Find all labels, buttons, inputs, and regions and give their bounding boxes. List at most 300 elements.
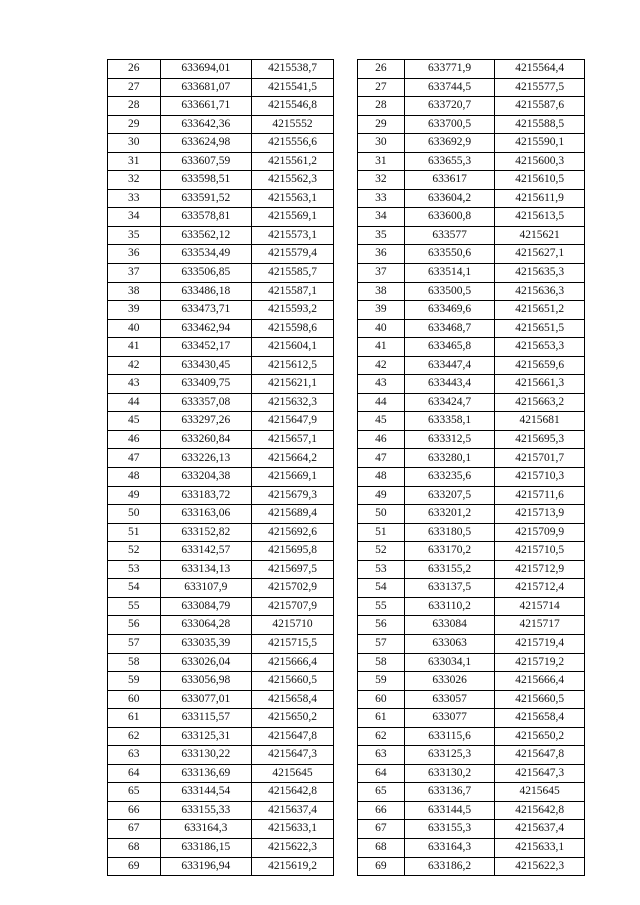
y-coordinate-cell: 4215633,1: [495, 838, 585, 857]
table-row: [358, 430, 585, 449]
x-coordinate-cell: 633312,5: [404, 430, 494, 449]
table-row: [358, 115, 585, 134]
x-coordinate-cell: 633642,36: [160, 115, 252, 134]
point-number-cell: 58: [108, 653, 161, 672]
table-row: [108, 60, 334, 79]
table-row: [358, 857, 585, 876]
y-coordinate-cell: 4215651,5: [495, 319, 585, 338]
x-coordinate-cell: 633186,15: [160, 838, 252, 857]
point-number-cell: 31: [358, 152, 405, 171]
y-coordinate-cell: 4215562,3: [252, 171, 334, 190]
table-row: [358, 134, 585, 153]
point-number-cell: 50: [358, 505, 405, 524]
x-coordinate-cell: 633155,2: [404, 560, 494, 579]
table-row: [108, 115, 334, 134]
table-row: [108, 245, 334, 264]
table-row: [108, 746, 334, 765]
x-coordinate-cell: 633357,08: [160, 393, 252, 412]
y-coordinate-cell: 4215712,9: [495, 560, 585, 579]
point-number-cell: 66: [108, 801, 161, 820]
table-row: [358, 746, 585, 765]
y-coordinate-cell: 4215657,1: [252, 430, 334, 449]
x-coordinate-cell: 633514,1: [404, 264, 494, 283]
point-number-cell: 49: [358, 486, 405, 505]
table-row: [108, 356, 334, 375]
y-coordinate-cell: 4215697,5: [252, 560, 334, 579]
table-row: [358, 634, 585, 653]
x-coordinate-cell: 633077: [404, 709, 494, 728]
point-number-cell: 46: [108, 430, 161, 449]
point-number-cell: 54: [358, 579, 405, 598]
y-coordinate-cell: 4215701,7: [495, 449, 585, 468]
y-coordinate-cell: 4215632,3: [252, 393, 334, 412]
table-row: [358, 560, 585, 579]
point-number-cell: 37: [108, 264, 161, 283]
x-coordinate-cell: 633110,2: [404, 597, 494, 616]
x-coordinate-cell: 633136,7: [404, 783, 494, 802]
table-row: [358, 375, 585, 394]
y-coordinate-cell: 4215647,9: [252, 412, 334, 431]
y-coordinate-cell: 4215619,2: [252, 857, 334, 876]
y-coordinate-cell: 4215712,4: [495, 579, 585, 598]
table-row: [108, 412, 334, 431]
y-coordinate-cell: 4215650,2: [252, 709, 334, 728]
point-number-cell: 67: [108, 820, 161, 839]
table-row: [108, 264, 334, 283]
point-number-cell: 33: [108, 189, 161, 208]
table-row: [108, 597, 334, 616]
point-number-cell: 46: [358, 430, 405, 449]
point-number-cell: 52: [358, 542, 405, 561]
table-row: [358, 672, 585, 691]
coordinates-table-right: [357, 59, 585, 876]
point-number-cell: 63: [358, 746, 405, 765]
y-coordinate-cell: 4215645: [252, 764, 334, 783]
x-coordinate-cell: 633207,5: [404, 486, 494, 505]
x-coordinate-cell: 633598,51: [160, 171, 252, 190]
x-coordinate-cell: 633562,12: [160, 226, 252, 245]
x-coordinate-cell: 633180,5: [404, 523, 494, 542]
x-coordinate-cell: 633600,8: [404, 208, 494, 227]
y-coordinate-cell: 4215642,8: [495, 801, 585, 820]
x-coordinate-cell: 633624,98: [160, 134, 252, 153]
y-coordinate-cell: 4215633,1: [252, 820, 334, 839]
y-coordinate-cell: 4215590,1: [495, 134, 585, 153]
table-row: [108, 301, 334, 320]
table-row: [108, 430, 334, 449]
point-number-cell: 36: [358, 245, 405, 264]
table-row: [108, 634, 334, 653]
y-coordinate-cell: 4215658,4: [495, 709, 585, 728]
y-coordinate-cell: 4215695,3: [495, 430, 585, 449]
table-row: [108, 208, 334, 227]
table-row: [108, 449, 334, 468]
table-row: [358, 449, 585, 468]
table-row: [108, 523, 334, 542]
point-number-cell: 43: [108, 375, 161, 394]
x-coordinate-cell: 633204,38: [160, 468, 252, 487]
x-coordinate-cell: 633142,57: [160, 542, 252, 561]
x-coordinate-cell: 633115,57: [160, 709, 252, 728]
y-coordinate-cell: 4215546,8: [252, 97, 334, 116]
y-coordinate-cell: 4215573,1: [252, 226, 334, 245]
point-number-cell: 67: [358, 820, 405, 839]
x-coordinate-cell: 633130,2: [404, 764, 494, 783]
table-row: [358, 579, 585, 598]
table-row: [108, 152, 334, 171]
y-coordinate-cell: 4215719,2: [495, 653, 585, 672]
x-coordinate-cell: 633026: [404, 672, 494, 691]
point-number-cell: 42: [108, 356, 161, 375]
y-coordinate-cell: 4215689,4: [252, 505, 334, 524]
table-row: [108, 468, 334, 487]
point-number-cell: 44: [108, 393, 161, 412]
table-row: [108, 375, 334, 394]
point-number-cell: 33: [358, 189, 405, 208]
table-row: [108, 282, 334, 301]
x-coordinate-cell: 633468,7: [404, 319, 494, 338]
x-coordinate-cell: 633163,06: [160, 505, 252, 524]
y-coordinate-cell: 4215647,3: [252, 746, 334, 765]
point-number-cell: 49: [108, 486, 161, 505]
y-coordinate-cell: 4215585,7: [252, 264, 334, 283]
point-number-cell: 63: [108, 746, 161, 765]
x-coordinate-cell: 633034,1: [404, 653, 494, 672]
y-coordinate-cell: 4215613,5: [495, 208, 585, 227]
x-coordinate-cell: 633452,17: [160, 338, 252, 357]
point-number-cell: 30: [358, 134, 405, 153]
table-row: [358, 690, 585, 709]
table-row: [358, 412, 585, 431]
y-coordinate-cell: 4215664,2: [252, 449, 334, 468]
y-coordinate-cell: 4215636,3: [495, 282, 585, 301]
x-coordinate-cell: 633720,7: [404, 97, 494, 116]
point-number-cell: 51: [108, 523, 161, 542]
point-number-cell: 28: [108, 97, 161, 116]
x-coordinate-cell: 633064,28: [160, 616, 252, 635]
table-row: [108, 783, 334, 802]
point-number-cell: 64: [358, 764, 405, 783]
x-coordinate-cell: 633297,26: [160, 412, 252, 431]
point-number-cell: 35: [108, 226, 161, 245]
table-row: [358, 282, 585, 301]
table-row: [358, 505, 585, 524]
point-number-cell: 60: [358, 690, 405, 709]
point-number-cell: 69: [108, 857, 161, 876]
table-row: [358, 171, 585, 190]
point-number-cell: 65: [108, 783, 161, 802]
x-coordinate-cell: 633617: [404, 171, 494, 190]
point-number-cell: 59: [108, 672, 161, 691]
table-row: [358, 226, 585, 245]
y-coordinate-cell: 4215569,1: [252, 208, 334, 227]
y-coordinate-cell: 4215647,8: [252, 727, 334, 746]
point-number-cell: 55: [108, 597, 161, 616]
x-coordinate-cell: 633744,5: [404, 78, 494, 97]
point-number-cell: 58: [358, 653, 405, 672]
table-row: [358, 301, 585, 320]
table-row: [108, 171, 334, 190]
table-row: [108, 560, 334, 579]
point-number-cell: 59: [358, 672, 405, 691]
x-coordinate-cell: 633443,4: [404, 375, 494, 394]
point-number-cell: 41: [358, 338, 405, 357]
table-row: [358, 486, 585, 505]
table-row: [358, 468, 585, 487]
y-coordinate-cell: 4215541,5: [252, 78, 334, 97]
x-coordinate-cell: 633026,04: [160, 653, 252, 672]
point-number-cell: 30: [108, 134, 161, 153]
x-coordinate-cell: 633447,4: [404, 356, 494, 375]
point-number-cell: 41: [108, 338, 161, 357]
x-coordinate-cell: 633506,85: [160, 264, 252, 283]
table-row: [358, 727, 585, 746]
y-coordinate-cell: 4215710,3: [495, 468, 585, 487]
x-coordinate-cell: 633280,1: [404, 449, 494, 468]
table-row: [358, 523, 585, 542]
x-coordinate-cell: 633130,22: [160, 746, 252, 765]
x-coordinate-cell: 633500,5: [404, 282, 494, 301]
point-number-cell: 52: [108, 542, 161, 561]
table-row: [108, 709, 334, 728]
y-coordinate-cell: 4215538,7: [252, 60, 334, 79]
table-row: [358, 783, 585, 802]
point-number-cell: 61: [108, 709, 161, 728]
y-coordinate-cell: 4215637,4: [252, 801, 334, 820]
coordinates-table-left: [107, 59, 334, 876]
x-coordinate-cell: 633409,75: [160, 375, 252, 394]
point-number-cell: 38: [358, 282, 405, 301]
table-row: [358, 97, 585, 116]
point-number-cell: 48: [358, 468, 405, 487]
point-number-cell: 42: [358, 356, 405, 375]
point-number-cell: 29: [108, 115, 161, 134]
x-coordinate-cell: 633137,5: [404, 579, 494, 598]
x-coordinate-cell: 633235,6: [404, 468, 494, 487]
x-coordinate-cell: 633164,3: [404, 838, 494, 857]
y-coordinate-cell: 4215622,3: [252, 838, 334, 857]
x-coordinate-cell: 633486,18: [160, 282, 252, 301]
y-coordinate-cell: 4215702,9: [252, 579, 334, 598]
table-row: [358, 264, 585, 283]
table-row: [108, 486, 334, 505]
table-row: [358, 245, 585, 264]
y-coordinate-cell: 4215659,6: [495, 356, 585, 375]
x-coordinate-cell: 633134,13: [160, 560, 252, 579]
table-row: [358, 152, 585, 171]
table-row: [108, 338, 334, 357]
x-coordinate-cell: 633035,39: [160, 634, 252, 653]
y-coordinate-cell: 4215647,3: [495, 764, 585, 783]
point-number-cell: 54: [108, 579, 161, 598]
point-number-cell: 40: [108, 319, 161, 338]
y-coordinate-cell: 4215610,5: [495, 171, 585, 190]
table-row: [358, 820, 585, 839]
point-number-cell: 34: [358, 208, 405, 227]
y-coordinate-cell: 4215658,4: [252, 690, 334, 709]
y-coordinate-cell: 4215579,4: [252, 245, 334, 264]
x-coordinate-cell: 633604,2: [404, 189, 494, 208]
table-row: [108, 690, 334, 709]
table-row: [358, 356, 585, 375]
y-coordinate-cell: 4215692,6: [252, 523, 334, 542]
x-coordinate-cell: 633144,5: [404, 801, 494, 820]
point-number-cell: 39: [108, 301, 161, 320]
x-coordinate-cell: 633164,3: [160, 820, 252, 839]
table-row: [108, 319, 334, 338]
table-row: [108, 838, 334, 857]
x-coordinate-cell: 633152,82: [160, 523, 252, 542]
y-coordinate-cell: 4215660,5: [252, 672, 334, 691]
point-number-cell: 57: [108, 634, 161, 653]
x-coordinate-cell: 633201,2: [404, 505, 494, 524]
y-coordinate-cell: 4215710,5: [495, 542, 585, 561]
y-coordinate-cell: 4215552: [252, 115, 334, 134]
x-coordinate-cell: 633473,71: [160, 301, 252, 320]
table-row: [108, 616, 334, 635]
y-coordinate-cell: 4215612,5: [252, 356, 334, 375]
point-number-cell: 31: [108, 152, 161, 171]
table-row: [358, 208, 585, 227]
table-row: [108, 393, 334, 412]
y-coordinate-cell: 4215707,9: [252, 597, 334, 616]
x-coordinate-cell: 633186,2: [404, 857, 494, 876]
x-coordinate-cell: 633358,1: [404, 412, 494, 431]
y-coordinate-cell: 4215577,5: [495, 78, 585, 97]
point-number-cell: 40: [358, 319, 405, 338]
y-coordinate-cell: 4215645: [495, 783, 585, 802]
x-coordinate-cell: 633694,01: [160, 60, 252, 79]
x-coordinate-cell: 633430,45: [160, 356, 252, 375]
y-coordinate-cell: 4215713,9: [495, 505, 585, 524]
x-coordinate-cell: 633534,49: [160, 245, 252, 264]
table-row: [358, 764, 585, 783]
table-row: [358, 393, 585, 412]
point-number-cell: 28: [358, 97, 405, 116]
point-number-cell: 36: [108, 245, 161, 264]
point-number-cell: 69: [358, 857, 405, 876]
point-number-cell: 39: [358, 301, 405, 320]
y-coordinate-cell: 4215666,4: [495, 672, 585, 691]
y-coordinate-cell: 4215598,6: [252, 319, 334, 338]
x-coordinate-cell: 633655,3: [404, 152, 494, 171]
y-coordinate-cell: 4215717: [495, 616, 585, 635]
y-coordinate-cell: 4215621: [495, 226, 585, 245]
y-coordinate-cell: 4215563,1: [252, 189, 334, 208]
y-coordinate-cell: 4215679,3: [252, 486, 334, 505]
point-number-cell: 64: [108, 764, 161, 783]
x-coordinate-cell: 633084,79: [160, 597, 252, 616]
point-number-cell: 47: [108, 449, 161, 468]
x-coordinate-cell: 633125,3: [404, 746, 494, 765]
table-row: [108, 857, 334, 876]
x-coordinate-cell: 633077,01: [160, 690, 252, 709]
x-coordinate-cell: 633771,9: [404, 60, 494, 79]
table-row: [358, 78, 585, 97]
y-coordinate-cell: 4215695,8: [252, 542, 334, 561]
y-coordinate-cell: 4215709,9: [495, 523, 585, 542]
point-number-cell: 56: [358, 616, 405, 635]
point-number-cell: 26: [358, 60, 405, 79]
point-number-cell: 68: [358, 838, 405, 857]
table-row: [108, 727, 334, 746]
point-number-cell: 27: [358, 78, 405, 97]
x-coordinate-cell: 633170,2: [404, 542, 494, 561]
x-coordinate-cell: 633056,98: [160, 672, 252, 691]
y-coordinate-cell: 4215611,9: [495, 189, 585, 208]
x-coordinate-cell: 633107,9: [160, 579, 252, 598]
y-coordinate-cell: 4215635,3: [495, 264, 585, 283]
point-number-cell: 47: [358, 449, 405, 468]
table-row: [358, 189, 585, 208]
point-number-cell: 57: [358, 634, 405, 653]
table-row: [108, 653, 334, 672]
table-row: [108, 134, 334, 153]
point-number-cell: 66: [358, 801, 405, 820]
y-coordinate-cell: 4215622,3: [495, 857, 585, 876]
y-coordinate-cell: 4215669,1: [252, 468, 334, 487]
table-row: [358, 319, 585, 338]
y-coordinate-cell: 4215719,4: [495, 634, 585, 653]
y-coordinate-cell: 4215653,3: [495, 338, 585, 357]
y-coordinate-cell: 4215660,5: [495, 690, 585, 709]
point-number-cell: 68: [108, 838, 161, 857]
y-coordinate-cell: 4215588,5: [495, 115, 585, 134]
x-coordinate-cell: 633196,94: [160, 857, 252, 876]
x-coordinate-cell: 633465,8: [404, 338, 494, 357]
y-coordinate-cell: 4215714: [495, 597, 585, 616]
x-coordinate-cell: 633063: [404, 634, 494, 653]
y-coordinate-cell: 4215651,2: [495, 301, 585, 320]
x-coordinate-cell: 633136,69: [160, 764, 252, 783]
point-number-cell: 65: [358, 783, 405, 802]
table-row: [358, 838, 585, 857]
point-number-cell: 60: [108, 690, 161, 709]
point-number-cell: 53: [358, 560, 405, 579]
point-number-cell: 51: [358, 523, 405, 542]
table-row: [108, 801, 334, 820]
x-coordinate-cell: 633700,5: [404, 115, 494, 134]
point-number-cell: 29: [358, 115, 405, 134]
point-number-cell: 62: [358, 727, 405, 746]
point-number-cell: 32: [358, 171, 405, 190]
y-coordinate-cell: 4215600,3: [495, 152, 585, 171]
y-coordinate-cell: 4215710: [252, 616, 334, 635]
table-row: [108, 505, 334, 524]
table-row: [358, 542, 585, 561]
x-coordinate-cell: 633469,6: [404, 301, 494, 320]
x-coordinate-cell: 633607,59: [160, 152, 252, 171]
y-coordinate-cell: 4215587,6: [495, 97, 585, 116]
table-row: [108, 189, 334, 208]
x-coordinate-cell: 633144,54: [160, 783, 252, 802]
table-row: [358, 801, 585, 820]
x-coordinate-cell: 633155,3: [404, 820, 494, 839]
table-row: [358, 653, 585, 672]
x-coordinate-cell: 633692,9: [404, 134, 494, 153]
x-coordinate-cell: 633424,7: [404, 393, 494, 412]
point-number-cell: 38: [108, 282, 161, 301]
y-coordinate-cell: 4215647,8: [495, 746, 585, 765]
table-row: [108, 78, 334, 97]
table-row: [108, 226, 334, 245]
point-number-cell: 48: [108, 468, 161, 487]
x-coordinate-cell: 633057: [404, 690, 494, 709]
point-number-cell: 37: [358, 264, 405, 283]
y-coordinate-cell: 4215627,1: [495, 245, 585, 264]
point-number-cell: 32: [108, 171, 161, 190]
y-coordinate-cell: 4215604,1: [252, 338, 334, 357]
